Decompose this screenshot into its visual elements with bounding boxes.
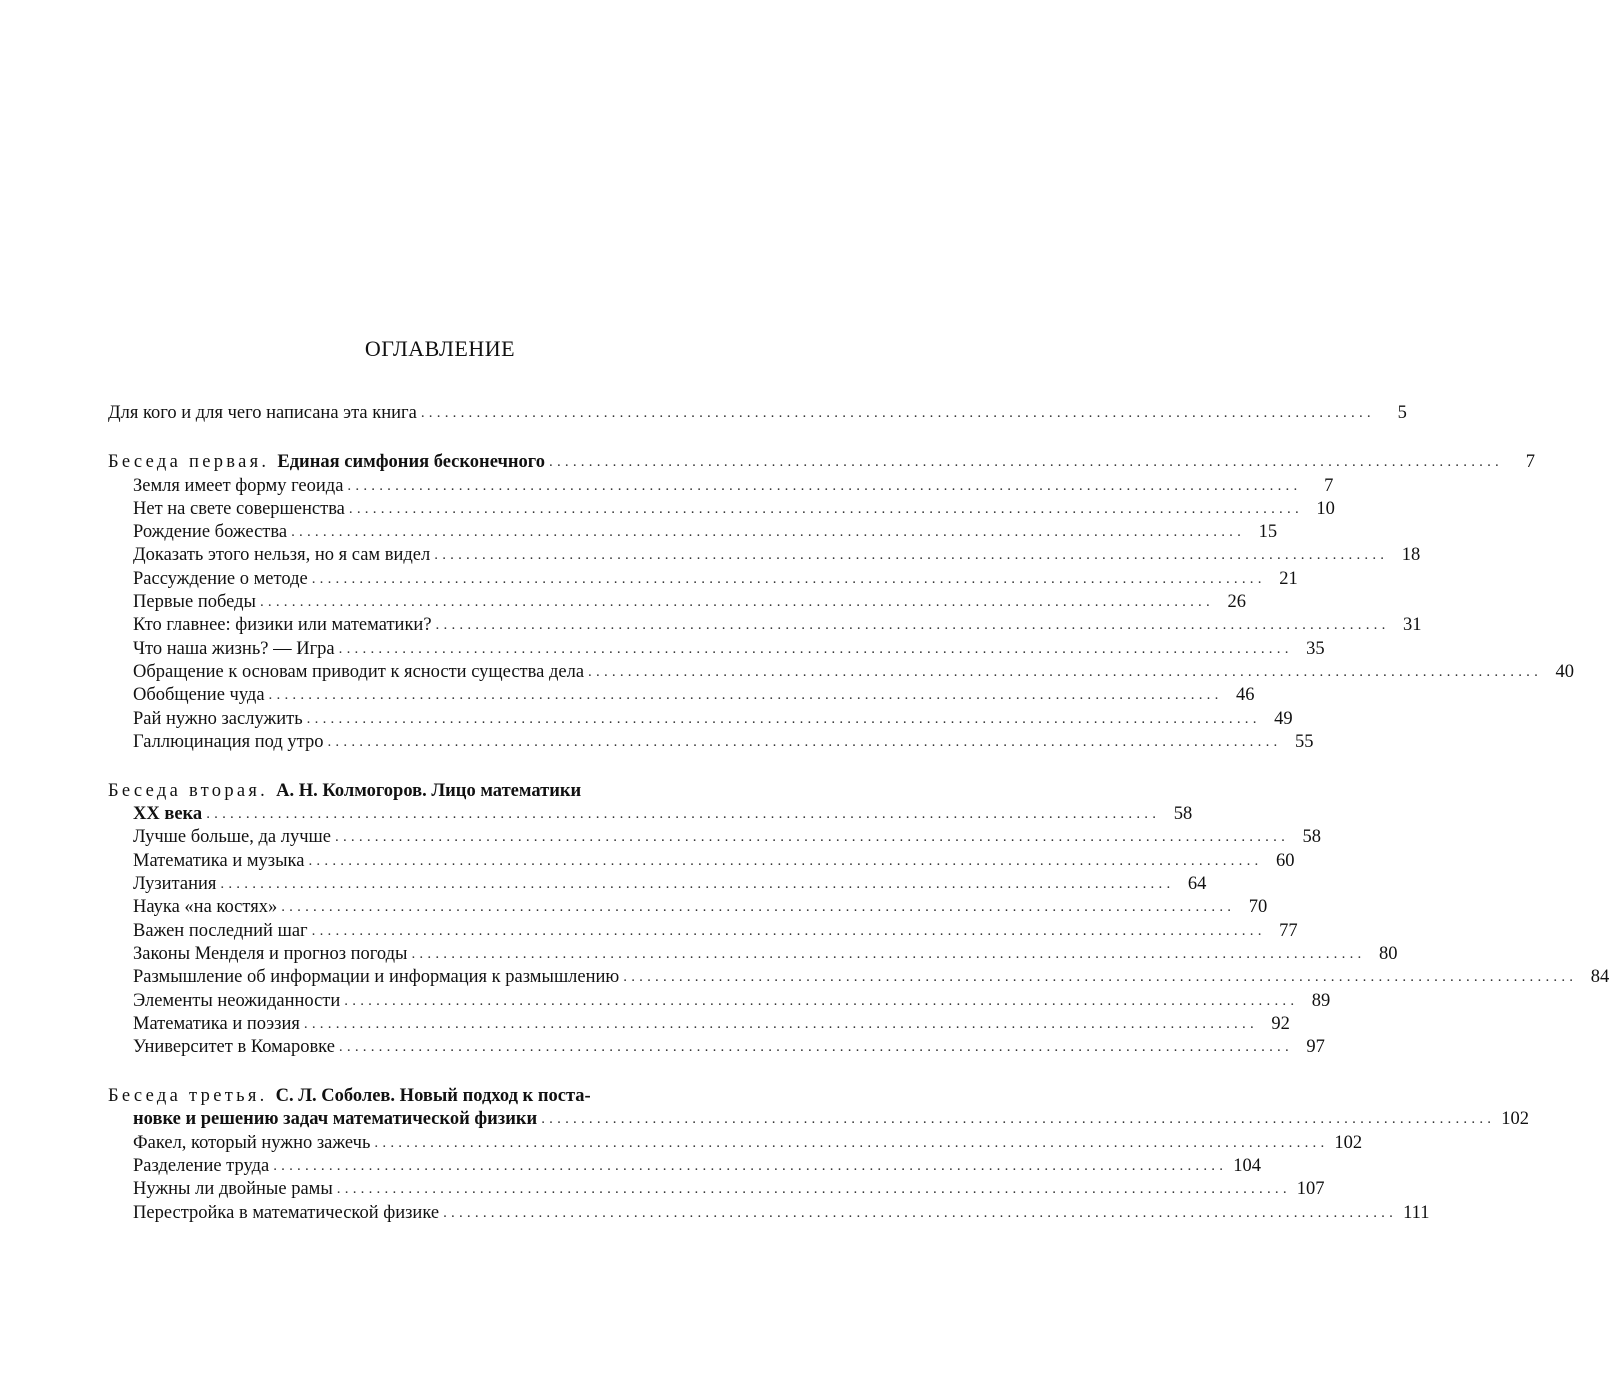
toc-entry-page: 60 [1275,850,1295,871]
leader-dots: ........................................................................................................................ [338,1039,1293,1056]
toc-entry[interactable] [108,1132,1363,1155]
toc-entry-page: 97 [1306,1037,1325,1058]
toc-entry[interactable] [108,614,1422,637]
leader-dots: ........................................................................................................................ [273,1158,1228,1175]
section-heading-2-cont[interactable] [108,803,1193,826]
toc-entry-label: Кто главнее: физики или математики? [133,615,432,636]
toc-entry[interactable] [108,591,1246,614]
toc-entry-label: Разделение труда [133,1156,270,1177]
leader-dots: ........................................................................................................................ [549,454,1503,471]
toc-entry[interactable] [108,990,1331,1013]
toc-entry-label: Математика и поэзия [133,1013,300,1034]
section-title: А. Н. Колмогоров. Лицо математики [276,780,582,801]
toc-entry-label: Первые победы [133,592,256,613]
toc-entry-page: 26 [1227,592,1246,613]
leader-dots: ........................................................................................................................ [434,547,1389,564]
section-title: Единая симфония бесконечного [277,452,545,473]
toc-entry-page: 10 [1316,498,1335,519]
leader-dots: ........................................................................................................................ [541,1111,1496,1128]
section-page: 58 [1173,804,1193,825]
section-prefix: Беседа третья. [108,1086,268,1107]
toc-entry[interactable] [108,1178,1325,1201]
toc-entry-page: 70 [1248,897,1268,918]
toc-entry-preface[interactable] [108,402,1407,425]
toc-entry-page: 64 [1187,874,1207,895]
leader-dots: ........................................................................................................................ [311,570,1266,587]
toc-entry-page: 111 [1403,1202,1430,1223]
toc-entry[interactable] [108,1155,1261,1178]
toc-entry-label: Лучше больше, да лучше [133,827,332,848]
toc-entry-label: Законы Менделя и прогноз погоды [133,943,408,964]
toc-entry-label: Рождение божества [133,522,288,543]
toc-entry-page: 46 [1236,685,1255,706]
toc-entry-page: 92 [1271,1013,1290,1034]
toc-entry-label: Университет в Комаровке [133,1037,335,1058]
toc-entry-page: 40 [1555,661,1575,682]
section-title-cont: XX века [133,804,203,825]
leader-dots: ........................................................................................................................ [281,899,1236,916]
toc-entry[interactable] [108,544,1421,567]
toc-entry-label: Элементы неожиданности [133,990,341,1011]
leader-dots: ........................................................................................................................ [308,852,1263,869]
toc-entry-page: 58 [1302,827,1322,848]
toc-entry-label: Галлюцинация под утро [133,731,324,752]
toc-entry-label: Перестройка в математической физике [133,1202,440,1223]
toc-entry-label: Математика и музыка [133,850,305,871]
toc-entry[interactable] [108,850,1295,873]
section-page: 102 [1501,1109,1529,1130]
leader-dots: ........................................................................................................................ [347,477,1302,494]
leader-dots: ........................................................................................................................ [327,733,1282,750]
leader-dots: ........................................................................................................................ [268,687,1223,704]
toc-entry[interactable] [108,920,1298,943]
toc-entry-page: 107 [1296,1179,1325,1200]
leader-dots: ........................................................................................................................ [420,405,1375,421]
toc-entry-page: 80 [1378,943,1398,964]
toc-entry[interactable] [108,966,1609,989]
leader-dots: ........................................................................................................................ [443,1204,1398,1221]
section-title: С. Л. Соболев. Новый подход к поста- [275,1086,591,1107]
toc-entry[interactable] [108,1036,1325,1059]
toc-entry[interactable] [108,568,1298,591]
toc-entry-label: Важен последний шаг [133,920,308,941]
toc-entry[interactable] [108,498,1335,521]
leader-dots: ........................................................................................................................ [306,710,1261,727]
toc-entry-page: 84 [1590,967,1609,988]
section-prefix: Беседа первая. [108,452,270,473]
leader-dots: ........................................................................................................................ [338,640,1293,657]
section-heading-1[interactable] [108,451,1535,474]
toc-entry[interactable] [108,1202,1430,1225]
leader-dots: ........................................................................................................................ [374,1134,1329,1151]
toc-entry[interactable] [108,731,1314,754]
toc-entry[interactable] [108,873,1207,896]
toc-entry-page: 102 [1334,1132,1363,1153]
toc-entry-label: Обращение к основам приводит к ясности существа дела [133,661,585,682]
toc-entry-label: Рай нужно заслужить [133,708,303,729]
leader-dots: ........................................................................................................................ [335,829,1290,846]
toc-entry-page: 49 [1274,708,1293,729]
toc-entry[interactable] [108,521,1278,544]
leader-dots: ........................................................................................................................ [303,1015,1258,1032]
toc-entry-page: 7 [1324,475,1334,496]
section-prefix: Беседа вторая. [108,780,269,801]
toc-entry-page: 77 [1279,920,1298,941]
leader-dots: ........................................................................................................................ [206,806,1161,823]
leader-dots: ........................................................................................................................ [291,524,1246,541]
toc-entry-label: Что наша жизнь? — Игра [133,638,335,659]
section-heading-3[interactable] [108,1083,772,1108]
toc-entry-label: Размышление об информации и информация к размышлению [133,967,620,988]
leader-dots: ........................................................................................................................ [435,617,1390,634]
toc-entry-page: 18 [1401,545,1421,566]
leader-dots: ........................................................................................................................ [588,663,1543,680]
toc-entry-page: 104 [1233,1156,1261,1177]
leader-dots: ........................................................................................................................ [348,500,1303,517]
toc-entry-label: Нет на свете совершенства [133,498,345,519]
toc-entry[interactable] [108,475,1334,498]
section-heading-2[interactable] [108,778,772,803]
toc-entry[interactable] [108,684,1255,707]
leader-dots: ........................................................................................................................ [311,922,1266,939]
toc-entry[interactable] [108,896,1268,919]
leader-dots: ........................................................................................................................ [623,969,1578,986]
toc-entry-page: 21 [1279,568,1298,589]
toc-entry[interactable] [108,638,1325,661]
toc-entry-label: Лузитания [133,874,217,895]
toc-entry[interactable] [108,1013,1290,1036]
toc-entry-page: 15 [1258,522,1278,543]
toc-entry-page: 35 [1306,638,1325,659]
leader-dots: ........................................................................................................................ [220,876,1175,893]
toc-entry-page: 5 [1397,403,1407,423]
toc-entry[interactable] [108,826,1322,849]
toc-entry-page: 55 [1294,731,1314,752]
page-title: ОГЛАВЛЕНИЕ [364,336,516,361]
toc-entry-page: 31 [1403,615,1422,636]
leader-dots: ........................................................................................................................ [336,1181,1291,1198]
toc-entry-label: Факел, который нужно зажечь [133,1132,371,1153]
toc-entry-label: Наука «на костях» [133,897,278,918]
section-page: 7 [1525,452,1535,473]
toc-entry-label: Земля имеет форму геоида [133,475,344,496]
leader-dots: ........................................................................................................................ [344,992,1299,1009]
section-heading-3-cont[interactable] [108,1108,1529,1131]
section-title-cont: новке и решению задач математической физики [133,1109,538,1130]
toc-entry[interactable] [108,708,1293,731]
leader-dots: ........................................................................................................................ [259,594,1214,611]
leader-dots: ........................................................................................................................ [411,945,1366,962]
toc-entry-page: 89 [1311,990,1331,1011]
toc-entry[interactable] [108,943,1398,966]
toc-entry-label: Для кого и для чего написана эта книга [108,403,417,423]
table-of-contents [108,402,1609,1225]
toc-entry-label: Обобщение чуда [133,685,265,706]
toc-entry-label: Рассуждение о методе [133,568,308,589]
toc-entry[interactable] [108,661,1575,684]
toc-entry-label: Нужны ли двойные рамы [133,1179,333,1200]
toc-entry-label: Доказать этого нельзя, но я сам видел [133,545,431,566]
